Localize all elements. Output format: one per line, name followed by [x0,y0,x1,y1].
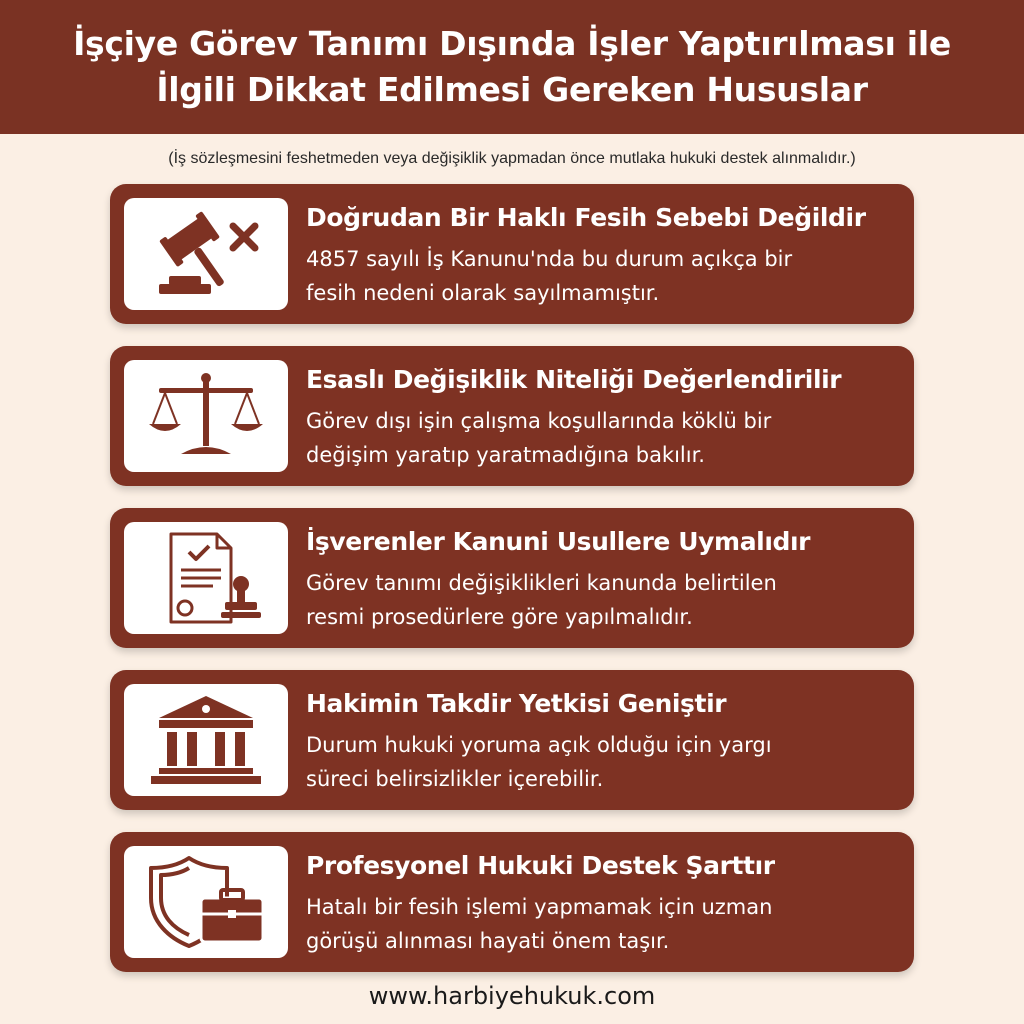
document-stamp-icon [141,528,271,628]
card-title: Esaslı Değişiklik Niteliği Değerlendirilir [306,365,842,394]
scales-icon [141,366,271,466]
card-title: Hakimin Takdir Yetkisi Geniştir [306,689,727,718]
card-icon-box [124,522,288,634]
courthouse-icon [141,690,271,790]
card-icon-box [124,846,288,958]
gavel-x-icon [141,204,271,304]
shield-briefcase-icon [141,852,271,952]
card-fesih-sebebi [110,184,914,324]
page-title [73,21,951,113]
card-description [306,890,898,958]
title-line-2: İlgili Dikkat Edilmesi Gereken Hususlar [156,70,868,109]
card-desc-line: görüşü alınması hayati önem taşır. [306,929,670,953]
card-icon-box [124,684,288,796]
card-icon-box [124,198,288,310]
card-title: Profesyonel Hukuki Destek Şarttır [306,851,775,880]
card-title: İşverenler Kanuni Usullere Uymalıdır [306,527,811,556]
card-desc-line: Durum hukuki yoruma açık olduğu için yargı [306,733,772,757]
card-desc-line: Hatalı bir fesih işlemi yapmamak için uzman [306,895,773,919]
card-hukuki-destek [110,832,914,972]
card-desc-line: değişim yaratıp yaratmadığına bakılır. [306,443,705,467]
subtitle-note: (İş sözleşmesini feshetmeden veya değişiklik yapmadan önce mutlaka hukuki destek alınmalıdır.) [168,150,856,167]
card-description [306,728,898,796]
card-description [306,242,898,310]
card-kanuni-usuller [110,508,914,648]
card-icon-box [124,360,288,472]
header-banner [0,0,1024,134]
card-title: Doğrudan Bir Haklı Fesih Sebebi Değildir [306,203,866,232]
card-description [306,566,898,634]
website-link[interactable]: www.harbiyehukuk.com [368,982,656,1010]
title-line-1: İşçiye Görev Tanımı Dışında İşler Yaptırılması ile [73,24,951,63]
card-desc-line: resmi prosedürlere göre yapılmalıdır. [306,605,693,629]
card-desc-line: süreci belirsizlikler içerebilir. [306,767,604,791]
card-desc-line: 4857 sayılı İş Kanunu'nda bu durum açıkça bir [306,247,793,271]
card-desc-line: fesih nedeni olarak sayılmamıştır. [306,281,660,305]
card-desc-line: Görev tanımı değişiklikleri kanunda belirtilen [306,571,777,595]
card-desc-line: Görev dışı işin çalışma koşullarında köklü bir [306,409,772,433]
card-esasli-degisiklik [110,346,914,486]
card-description [306,404,898,472]
card-hakim-takdir [110,670,914,810]
